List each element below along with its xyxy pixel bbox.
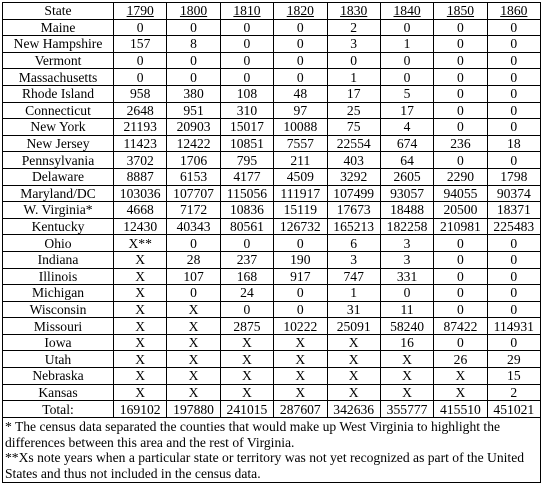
- state-name-cell: Maine: [3, 19, 114, 36]
- table-row: [3, 135, 541, 152]
- census-value-cell: 747: [327, 268, 380, 285]
- footnote-west-virginia: * The census data separated the counties that would make up West Virginia to highlight the differences between this area and the rest of Virginia.: [5, 418, 501, 450]
- census-value-cell: 795: [220, 152, 273, 169]
- table-body: [3, 19, 541, 401]
- census-value-cell: 2875: [220, 318, 273, 335]
- census-value-cell: 0: [487, 301, 540, 318]
- census-table: [2, 2, 541, 483]
- table-row: [3, 36, 541, 53]
- census-value-cell: 0: [487, 69, 540, 86]
- table-row: [3, 384, 541, 401]
- census-value-cell: 3: [327, 36, 380, 53]
- census-value-cell: 237: [220, 251, 273, 268]
- census-value-cell: 3: [380, 235, 433, 252]
- census-value-cell: 24: [220, 285, 273, 302]
- state-name-cell: New York: [3, 119, 114, 136]
- census-value-cell: 16: [380, 334, 433, 351]
- census-value-cell: 0: [434, 301, 487, 318]
- census-value-cell: 7172: [167, 202, 220, 219]
- table-row: [3, 85, 541, 102]
- census-value-cell: 15017: [220, 119, 273, 136]
- census-value-cell: 18488: [380, 202, 433, 219]
- total-cell: 355777: [380, 401, 433, 418]
- state-name-cell: Illinois: [3, 268, 114, 285]
- census-value-cell: 10851: [220, 135, 273, 152]
- census-value-cell: 1: [327, 285, 380, 302]
- year-header-1820: 1820: [274, 3, 327, 20]
- census-value-cell: 0: [434, 119, 487, 136]
- census-value-cell: 87422: [434, 318, 487, 335]
- census-value-cell: X: [167, 368, 220, 385]
- year-header-1840: 1840: [380, 3, 433, 20]
- census-value-cell: 29: [487, 351, 540, 368]
- census-value-cell: 3702: [114, 152, 167, 169]
- census-value-cell: X: [114, 318, 167, 335]
- table-row: [3, 52, 541, 69]
- state-name-cell: Vermont: [3, 52, 114, 69]
- table-row: [3, 251, 541, 268]
- census-value-cell: 0: [220, 36, 273, 53]
- census-value-cell: 0: [487, 119, 540, 136]
- census-value-cell: 958: [114, 85, 167, 102]
- census-value-cell: 165213: [327, 218, 380, 235]
- census-value-cell: 0: [274, 69, 327, 86]
- census-value-cell: 107: [167, 268, 220, 285]
- table-row: [3, 119, 541, 136]
- table-row: [3, 168, 541, 185]
- total-cell: 169102: [114, 401, 167, 418]
- census-value-cell: 8887: [114, 168, 167, 185]
- census-value-cell: 0: [487, 52, 540, 69]
- state-name-cell: Nebraska: [3, 368, 114, 385]
- census-value-cell: X: [327, 334, 380, 351]
- census-value-cell: 0: [380, 285, 433, 302]
- census-value-cell: 0: [434, 268, 487, 285]
- census-value-cell: 0: [434, 36, 487, 53]
- census-value-cell: 0: [114, 52, 167, 69]
- state-name-cell: Kentucky: [3, 218, 114, 235]
- census-value-cell: X: [434, 368, 487, 385]
- year-header-1800: 1800: [167, 3, 220, 20]
- census-value-cell: 18371: [487, 202, 540, 219]
- census-value-cell: 0: [380, 52, 433, 69]
- total-cell: 342636: [327, 401, 380, 418]
- census-value-cell: 1798: [487, 168, 540, 185]
- census-value-cell: 0: [167, 52, 220, 69]
- state-name-cell: W. Virginia*: [3, 202, 114, 219]
- census-value-cell: 0: [487, 19, 540, 36]
- census-value-cell: 0: [487, 268, 540, 285]
- census-value-cell: 10836: [220, 202, 273, 219]
- table-row: [3, 318, 541, 335]
- table-row: [3, 185, 541, 202]
- census-value-cell: 0: [434, 251, 487, 268]
- census-value-cell: 126732: [274, 218, 327, 235]
- census-value-cell: 114931: [487, 318, 540, 335]
- census-value-cell: 22554: [327, 135, 380, 152]
- total-row: [3, 401, 541, 418]
- state-name-cell: Utah: [3, 351, 114, 368]
- census-value-cell: X: [274, 368, 327, 385]
- table-row: [3, 368, 541, 385]
- census-value-cell: X: [220, 351, 273, 368]
- census-value-cell: 0: [434, 85, 487, 102]
- census-value-cell: X: [380, 384, 433, 401]
- census-value-cell: X: [274, 384, 327, 401]
- census-value-cell: 3: [380, 251, 433, 268]
- census-value-cell: 0: [220, 69, 273, 86]
- census-value-cell: X: [167, 334, 220, 351]
- census-value-cell: X: [114, 384, 167, 401]
- table-row: [3, 334, 541, 351]
- census-value-cell: 4509: [274, 168, 327, 185]
- census-value-cell: X: [380, 368, 433, 385]
- census-value-cell: 111917: [274, 185, 327, 202]
- census-value-cell: 107707: [167, 185, 220, 202]
- census-value-cell: X: [167, 318, 220, 335]
- census-value-cell: 18: [487, 135, 540, 152]
- census-value-cell: 951: [167, 102, 220, 119]
- census-value-cell: X: [167, 351, 220, 368]
- census-value-cell: 103036: [114, 185, 167, 202]
- census-value-cell: 0: [220, 301, 273, 318]
- census-value-cell: 0: [380, 19, 433, 36]
- census-value-cell: 210981: [434, 218, 487, 235]
- census-value-cell: 0: [114, 69, 167, 86]
- year-header-1790: 1790: [114, 3, 167, 20]
- census-value-cell: 0: [274, 36, 327, 53]
- census-value-cell: 0: [327, 52, 380, 69]
- census-value-cell: 0: [434, 69, 487, 86]
- census-value-cell: 0: [434, 152, 487, 169]
- census-value-cell: 94055: [434, 185, 487, 202]
- state-name-cell: Pennsylvania: [3, 152, 114, 169]
- census-value-cell: 75: [327, 119, 380, 136]
- census-value-cell: 211: [274, 152, 327, 169]
- year-header-1810: 1810: [220, 3, 273, 20]
- census-value-cell: X: [114, 268, 167, 285]
- total-cell: 451021: [487, 401, 540, 418]
- census-value-cell: 0: [487, 152, 540, 169]
- census-value-cell: X**: [114, 235, 167, 252]
- census-value-cell: 17673: [327, 202, 380, 219]
- state-name-cell: Iowa: [3, 334, 114, 351]
- state-name-cell: Ohio: [3, 235, 114, 252]
- census-value-cell: 2: [487, 384, 540, 401]
- census-value-cell: 0: [434, 102, 487, 119]
- footnotes-cell: [3, 417, 541, 482]
- census-value-cell: 0: [167, 19, 220, 36]
- census-value-cell: X: [327, 384, 380, 401]
- state-column-header: State: [3, 3, 114, 20]
- census-value-cell: X: [380, 351, 433, 368]
- census-value-cell: X: [167, 384, 220, 401]
- census-value-cell: 331: [380, 268, 433, 285]
- census-value-cell: 17: [380, 102, 433, 119]
- census-value-cell: 4177: [220, 168, 273, 185]
- state-name-cell: Wisconsin: [3, 301, 114, 318]
- total-cell: 287607: [274, 401, 327, 418]
- census-value-cell: 0: [434, 52, 487, 69]
- census-value-cell: 182258: [380, 218, 433, 235]
- state-name-cell: New Hampshire: [3, 36, 114, 53]
- census-value-cell: 0: [274, 235, 327, 252]
- table-row: [3, 285, 541, 302]
- table-row: [3, 301, 541, 318]
- census-value-cell: 674: [380, 135, 433, 152]
- footnote-x-marks: **Xs note years when a particular state or territory was not yet recognized as part of the United States and thus not included in the census data.: [5, 450, 525, 482]
- census-value-cell: 48: [274, 85, 327, 102]
- census-value-cell: X: [114, 301, 167, 318]
- census-value-cell: 0: [167, 69, 220, 86]
- census-value-cell: 21193: [114, 119, 167, 136]
- census-value-cell: 310: [220, 102, 273, 119]
- census-value-cell: 97: [274, 102, 327, 119]
- year-header-1850: 1850: [434, 3, 487, 20]
- census-value-cell: 917: [274, 268, 327, 285]
- footnote-row: [3, 417, 541, 482]
- census-value-cell: X: [274, 334, 327, 351]
- census-table-container: [2, 2, 540, 483]
- census-value-cell: 0: [434, 285, 487, 302]
- census-value-cell: 58240: [380, 318, 433, 335]
- census-value-cell: 11423: [114, 135, 167, 152]
- table-row: [3, 218, 541, 235]
- total-cell: 241015: [220, 401, 273, 418]
- census-value-cell: 0: [487, 334, 540, 351]
- census-value-cell: 3292: [327, 168, 380, 185]
- census-value-cell: 2: [327, 19, 380, 36]
- census-value-cell: 1706: [167, 152, 220, 169]
- table-row: [3, 152, 541, 169]
- census-value-cell: 2648: [114, 102, 167, 119]
- census-value-cell: 80561: [220, 218, 273, 235]
- census-value-cell: 8: [167, 36, 220, 53]
- census-value-cell: 0: [487, 235, 540, 252]
- census-value-cell: 12422: [167, 135, 220, 152]
- census-value-cell: X: [114, 285, 167, 302]
- census-value-cell: 190: [274, 251, 327, 268]
- census-value-cell: 0: [487, 85, 540, 102]
- table-row: [3, 235, 541, 252]
- census-value-cell: 0: [274, 19, 327, 36]
- state-name-cell: Connecticut: [3, 102, 114, 119]
- census-value-cell: 168: [220, 268, 273, 285]
- census-value-cell: 2605: [380, 168, 433, 185]
- census-value-cell: X: [220, 334, 273, 351]
- census-value-cell: 6153: [167, 168, 220, 185]
- state-name-cell: Delaware: [3, 168, 114, 185]
- total-label: Total:: [3, 401, 114, 418]
- census-value-cell: 0: [220, 52, 273, 69]
- census-value-cell: 26: [434, 351, 487, 368]
- census-value-cell: 0: [114, 19, 167, 36]
- census-value-cell: 7557: [274, 135, 327, 152]
- census-value-cell: 225483: [487, 218, 540, 235]
- state-name-cell: Maryland/DC: [3, 185, 114, 202]
- census-value-cell: 25091: [327, 318, 380, 335]
- total-cell: 415510: [434, 401, 487, 418]
- state-name-cell: Rhode Island: [3, 85, 114, 102]
- census-value-cell: 0: [434, 235, 487, 252]
- census-value-cell: 0: [274, 285, 327, 302]
- census-value-cell: 380: [167, 85, 220, 102]
- census-value-cell: 403: [327, 152, 380, 169]
- census-value-cell: 0: [487, 102, 540, 119]
- census-value-cell: 28: [167, 251, 220, 268]
- census-value-cell: 4668: [114, 202, 167, 219]
- census-value-cell: 5: [380, 85, 433, 102]
- census-value-cell: 4: [380, 119, 433, 136]
- census-value-cell: X: [167, 301, 220, 318]
- census-value-cell: 10088: [274, 119, 327, 136]
- table-row: [3, 19, 541, 36]
- census-value-cell: X: [434, 384, 487, 401]
- census-value-cell: 12430: [114, 218, 167, 235]
- census-value-cell: 236: [434, 135, 487, 152]
- census-value-cell: 0: [380, 69, 433, 86]
- year-header-1860: 1860: [487, 3, 540, 20]
- census-value-cell: X: [114, 351, 167, 368]
- state-name-cell: Missouri: [3, 318, 114, 335]
- state-name-cell: Indiana: [3, 251, 114, 268]
- census-value-cell: 6: [327, 235, 380, 252]
- census-value-cell: 10222: [274, 318, 327, 335]
- census-value-cell: 1: [380, 36, 433, 53]
- census-value-cell: 157: [114, 36, 167, 53]
- table-row: [3, 102, 541, 119]
- census-value-cell: 15119: [274, 202, 327, 219]
- state-name-cell: Michigan: [3, 285, 114, 302]
- state-name-cell: Kansas: [3, 384, 114, 401]
- census-value-cell: 0: [487, 36, 540, 53]
- census-value-cell: 3: [327, 251, 380, 268]
- census-value-cell: 0: [220, 235, 273, 252]
- census-value-cell: 108: [220, 85, 273, 102]
- census-value-cell: 0: [167, 285, 220, 302]
- census-value-cell: 17: [327, 85, 380, 102]
- census-value-cell: 0: [434, 19, 487, 36]
- census-value-cell: 93057: [380, 185, 433, 202]
- census-value-cell: 0: [167, 235, 220, 252]
- census-value-cell: X: [114, 251, 167, 268]
- table-row: [3, 69, 541, 86]
- state-name-cell: New Jersey: [3, 135, 114, 152]
- census-value-cell: 0: [487, 285, 540, 302]
- table-row: [3, 351, 541, 368]
- census-value-cell: 90374: [487, 185, 540, 202]
- census-value-cell: 2290: [434, 168, 487, 185]
- census-value-cell: 40343: [167, 218, 220, 235]
- census-value-cell: 0: [274, 52, 327, 69]
- census-value-cell: X: [220, 368, 273, 385]
- census-value-cell: 0: [434, 334, 487, 351]
- header-row: [3, 3, 541, 20]
- year-header-1830: 1830: [327, 3, 380, 20]
- census-value-cell: 31: [327, 301, 380, 318]
- census-value-cell: X: [220, 384, 273, 401]
- census-value-cell: 115056: [220, 185, 273, 202]
- census-value-cell: X: [274, 351, 327, 368]
- census-value-cell: 0: [487, 251, 540, 268]
- census-value-cell: 0: [274, 301, 327, 318]
- total-cell: 197880: [167, 401, 220, 418]
- census-value-cell: 25: [327, 102, 380, 119]
- census-value-cell: 1: [327, 69, 380, 86]
- census-value-cell: 20500: [434, 202, 487, 219]
- census-value-cell: 107499: [327, 185, 380, 202]
- census-value-cell: X: [114, 334, 167, 351]
- census-value-cell: X: [327, 351, 380, 368]
- table-row: [3, 202, 541, 219]
- table-row: [3, 268, 541, 285]
- census-value-cell: X: [114, 368, 167, 385]
- census-value-cell: 11: [380, 301, 433, 318]
- census-value-cell: 0: [220, 19, 273, 36]
- census-value-cell: 64: [380, 152, 433, 169]
- census-value-cell: X: [327, 368, 380, 385]
- state-name-cell: Massachusetts: [3, 69, 114, 86]
- census-value-cell: 15: [487, 368, 540, 385]
- census-value-cell: 20903: [167, 119, 220, 136]
